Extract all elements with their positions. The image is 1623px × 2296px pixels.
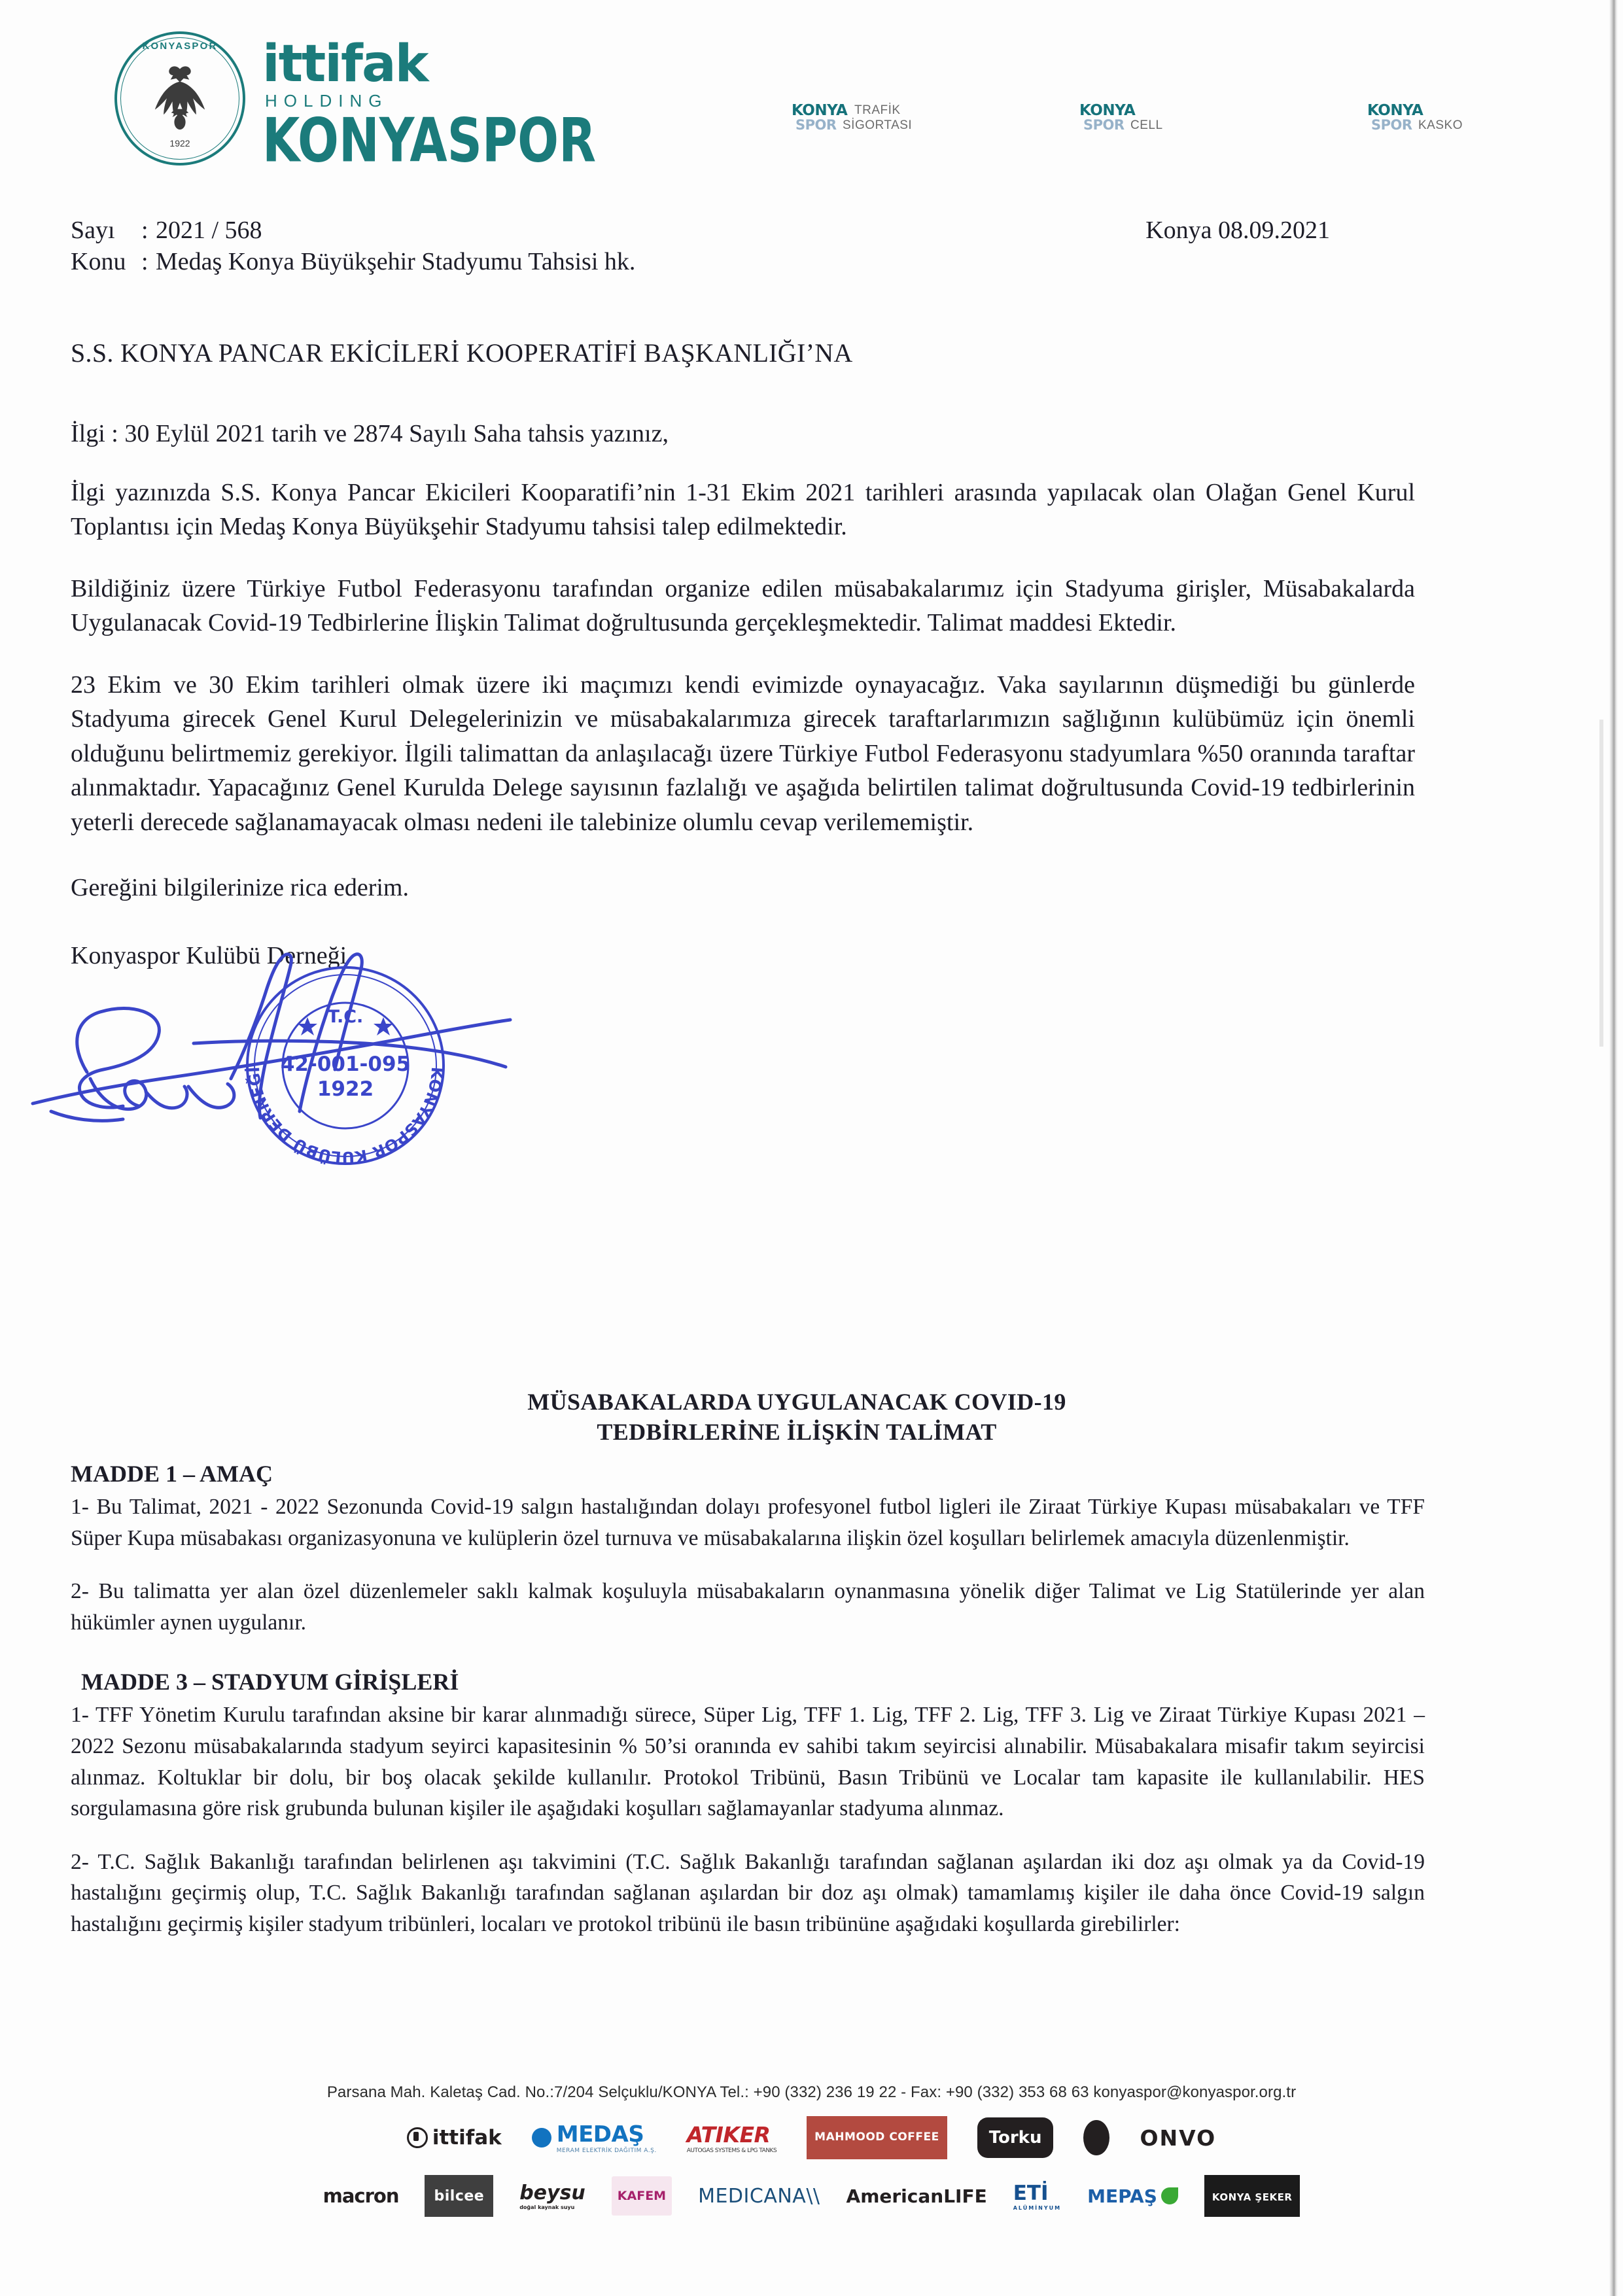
stamp-registration: 42-001-095 xyxy=(280,1052,411,1076)
wordmark-ittifak: ittifak xyxy=(262,34,428,94)
madde-1-heading: MADDE 1 – AMAÇ xyxy=(71,1461,273,1487)
footer-sponsor-label: beysu xyxy=(519,2182,585,2204)
footer-sponsor-ittifak xyxy=(407,2122,502,2153)
letter-paragraph: Bildiğiniz üzere Türkiye Futbol Federasyonu tarafından organize edilen müsabakalarımız için Stadyuma girişler, Müsabakalarda Uygulanacak Covid-19 Tedbirlerine İlişkin Talimat doğrultusunda gerçekleşmektedir. Talimat maddesi Ektedir. xyxy=(71,574,1415,637)
madde-3-item-1: 1- TFF Yönetim Kurulu tarafından aksine bir karar alınmadığı sürece, Süper Lig, TFF 1. Lig, TFF 2. Lig, TFF 3. Lig ve Ziraat Türkiye Kupası 2021 – 2022 Sezonu müsabakalarında stadyum seyirci kapasitesinin % 50’si oranında ev sahibi takım seyircisi alınabilir. Müsabakalara misafir takım seyircisi alınmaz. Koltuklar bir dolu, bir boş olacak şekilde kullanılır. Protokol Tribünü, Basın Tribünü ve Localar tam kapasite ile kullanılabilir. HES sorgulamasına göre risk grubunda bulunan kişiler ile aşağıdaki koşulları sağlamayanlar stadyuma alınmaz. xyxy=(71,1703,1425,1821)
annex-instruction-section xyxy=(71,1387,1425,1939)
konyaspor-crest-icon xyxy=(114,31,245,165)
sponsor-spor-text: SPOR xyxy=(795,117,837,133)
footer-sponsor-sublabel: ALÜMİNYUM xyxy=(1013,2204,1062,2211)
footer-sponsor-label: MEDAŞ xyxy=(556,2121,644,2148)
logo-block xyxy=(114,31,597,176)
letter-body xyxy=(71,216,1418,1167)
sayi-colon: : xyxy=(141,217,148,244)
footer-sponsor-atiker xyxy=(687,2122,777,2153)
konu-label: Konu xyxy=(71,248,126,275)
ittifak-konyaspor-wordmark xyxy=(262,34,597,176)
mepas-leaf-icon xyxy=(1161,2187,1178,2204)
ittifak-mark-icon xyxy=(407,2127,428,2148)
sayi-label: Sayı xyxy=(71,217,115,244)
wordmark-holding: HOLDING xyxy=(265,90,389,111)
footer-sponsor-row-1 xyxy=(0,2116,1623,2159)
official-round-stamp xyxy=(234,954,457,1177)
stamp-top-text: T.C. xyxy=(327,1006,364,1027)
footer-sponsor-macron: macron xyxy=(323,2185,399,2207)
footer-sponsor-sublabel: AUTOGAS SYSTEMS & LPG TANKS xyxy=(686,2147,777,2154)
crest-year: 1922 xyxy=(169,138,190,148)
closing-line: Gereğini bilgilerinize rica ederim. xyxy=(71,873,409,901)
sponsor-konya-text: KONYA xyxy=(1079,102,1136,119)
footer-sponsor-beysu xyxy=(519,2180,585,2212)
sponsor-konya-text: KONYA xyxy=(1367,102,1423,119)
madde-1-item-2: 2- Bu talimatta yer alan özel düzenlemeler saklı kalmak koşuluyla müsabakaların oynanmasına yönelik diğer Talimat ve Lig Statülerinde yer alan hükümler aynen uygulanır. xyxy=(71,1579,1425,1635)
meta-row-sayi xyxy=(71,216,1418,247)
meta-row-konu xyxy=(71,247,1418,279)
footer-sponsor-medas xyxy=(532,2122,657,2153)
footer-sponsor-label: MEPAŞ xyxy=(1087,2185,1157,2207)
footer-sponsor-eti xyxy=(1013,2180,1061,2212)
footer-sponsor-kafem: KAFEM xyxy=(612,2176,672,2216)
madde-3-heading: MADDE 3 – STADYUM GİRİŞLERİ xyxy=(81,1669,459,1696)
sponsor-spor-text: SPOR xyxy=(1371,117,1412,133)
footer-sponsor-label: ittifak xyxy=(432,2126,502,2149)
footer-sponsor-label: ATIKER xyxy=(686,2121,771,2148)
footer-sponsor-torku: Torku xyxy=(977,2117,1054,2158)
sponsor-konyaspor-trafik-sigortasi xyxy=(792,102,935,139)
crest-label: KONYASPOR xyxy=(142,41,218,52)
signer-name: Konyaspor Kulübü Derneği xyxy=(71,941,347,969)
place-date: Konya 08.09.2021 xyxy=(1145,217,1330,244)
sponsor-suffix-top: TRAFİK xyxy=(854,103,901,117)
footer-sponsor-bilcee: bilcee xyxy=(425,2175,493,2217)
sayi-value: 2021 / 568 xyxy=(156,217,262,244)
sponsor-suffix-bottom: CELL xyxy=(1130,118,1163,132)
sponsor-konya-text: KONYA xyxy=(792,102,848,119)
stamp-year: 1922 xyxy=(317,1077,374,1101)
footer-sponsor-row-2 xyxy=(0,2175,1623,2217)
header-sponsor-strip xyxy=(792,102,1511,139)
sponsor-konyaspor-cell xyxy=(1079,102,1223,139)
scan-edge-artifact xyxy=(1609,0,1618,2296)
sponsor-suffix-bottom: KASKO xyxy=(1418,118,1463,132)
footer-sponsor-onvo: ONVO xyxy=(1140,2125,1217,2151)
annex-title xyxy=(169,1387,1425,1447)
footer-sponsor-medicana: MEDICANA\\ xyxy=(698,2184,820,2208)
stamp-ring-text: KONYASPOR KULÜBÜ DERNEĞİ xyxy=(244,1066,447,1167)
sponsor-spor-text: SPOR xyxy=(1083,117,1125,133)
reference-line: İlgi : 30 Eylül 2021 tarih ve 2874 Sayılı Saha tahsis yazınız, xyxy=(71,420,669,447)
sponsor-konyaspor-kasko xyxy=(1367,102,1511,139)
letterhead xyxy=(0,25,1623,176)
annex-title-line1: MÜSABAKALARDA UYGULANACAK COVID-19 xyxy=(527,1389,1066,1415)
signature-block xyxy=(71,941,1418,1167)
footer xyxy=(0,2083,1623,2217)
double-headed-eagle-icon xyxy=(145,63,215,131)
letter-paragraph: 23 Ekim ve 30 Ekim tarihleri olmak üzere iki maçımızı kendi evimizde oynayacağız. Vaka sayılarının düşmediği bu günlerde Stadyuma girecek Genel Kurul Delegelerinizin ve müsabakalarımıza girecek taraftarlarımızın sağlığının kulübümüz için önemli olduğunu belirtmemiz gerekiyor. İlgili talimattan da anlaşılacağı üzere Türkiye Futbol Federasyonu stadyumlara %50 oranında taraftar alınmaktadır. Yapacağınız Genel Kurulda Delege sayısının fazlalığı ve aşağıda belirtilen talimat doğrultusunda Covid-19 tedbirlerinin yeterli derecede sağlanamayacak olması nedeni ile talebinize olumlu cevap verilememiştir. xyxy=(71,670,1415,836)
madde-3-item-2: 2- T.C. Sağlık Bakanlığı tarafından belirlenen aşı takvimini (T.C. Sağlık Bakanlığı tarafından sağlanan aşılardan iki doz aşı olmak ya da Covid-19 hastalığını geçirmiş olup, T.C. Sağlık Bakanlığı tarafından sağlanan aşılardan bir doz aşı olmak) tamamlamış kişiler ile daha önce Covid-19 salgın hastalığını geçirmiş kişiler stadyum tribünleri, locaları ve protokol tribünü ile basın tribününe aşağıdaki koşullarda girebilirler: xyxy=(71,1849,1425,1936)
addressee: S.S. KONYA PANCAR EKİCİLERİ KOOPERATİFİ BAŞKANLIĞI’NA xyxy=(71,338,853,368)
annex-title-line2: TEDBİRLERİNE İLİŞKİN TALİMAT xyxy=(597,1419,997,1446)
medas-mark-icon xyxy=(532,2128,551,2148)
scan-edge-artifact-secondary xyxy=(1599,720,1603,1047)
svg-text:KONYASPOR KULÜBÜ DERNEĞİ xyxy=(243,1066,446,1166)
wordmark-konyaspor: KONYASPOR xyxy=(262,105,597,176)
sponsor-suffix-bottom: SİGORTASI xyxy=(843,118,913,132)
footer-sponsor-sublabel: MERAM ELEKTRİK DAĞITIM A.Ş. xyxy=(556,2148,657,2154)
letter-paragraph: İlgi yazınızda S.S. Konya Pancar Ekicileri Kooparatifi’nin 1-31 Ekim 2021 tarihleri arasında yapılacak olan Olağan Genel Kurul Toplantısı için Medaş Konya Büyükşehir Stadyumu tahsisi talep edilmektedir. xyxy=(71,479,1415,541)
footer-contact-line: Parsana Mah. Kaletaş Cad. No.:7/204 Selçuklu/KONYA Tel.: +90 (332) 236 19 22 - Fax: +90 (332) 353 68 63 konyaspor@konyaspor.org.tr xyxy=(326,2083,1297,2101)
footer-sponsor-label: ETİ xyxy=(1013,2181,1049,2205)
madde-1-item-1: 1- Bu Talimat, 2021 - 2022 Sezonunda Covid-19 salgın hastalığından dolayı profesyonel futbol ligleri ile Ziraat Türkiye Kupası müsabakaları ve TFF Süper Kupa müsabakası organizasyonuna ve kulüplerin özel turnuva ve müsabakalarına ilişkin özel koşulları belirlemek amacıyla düzenlenmiştir. xyxy=(71,1495,1425,1550)
footer-sponsor-mepas xyxy=(1087,2180,1178,2212)
konu-value: Medaş Konya Büyükşehir Stadyumu Tahsisi hk. xyxy=(156,248,636,275)
footer-sponsor-konya-seker: KONYA ŞEKER xyxy=(1204,2175,1300,2217)
footer-sponsor-oval-mark-icon xyxy=(1083,2120,1109,2155)
konu-colon: : xyxy=(141,248,148,275)
footer-sponsor-americanlife: AmericanLIFE xyxy=(846,2185,987,2207)
footer-sponsor-sublabel: doğal kaynak suyu xyxy=(519,2204,575,2210)
footer-sponsor-mahmood-coffee: MAHMOOD COFFEE xyxy=(807,2116,947,2159)
